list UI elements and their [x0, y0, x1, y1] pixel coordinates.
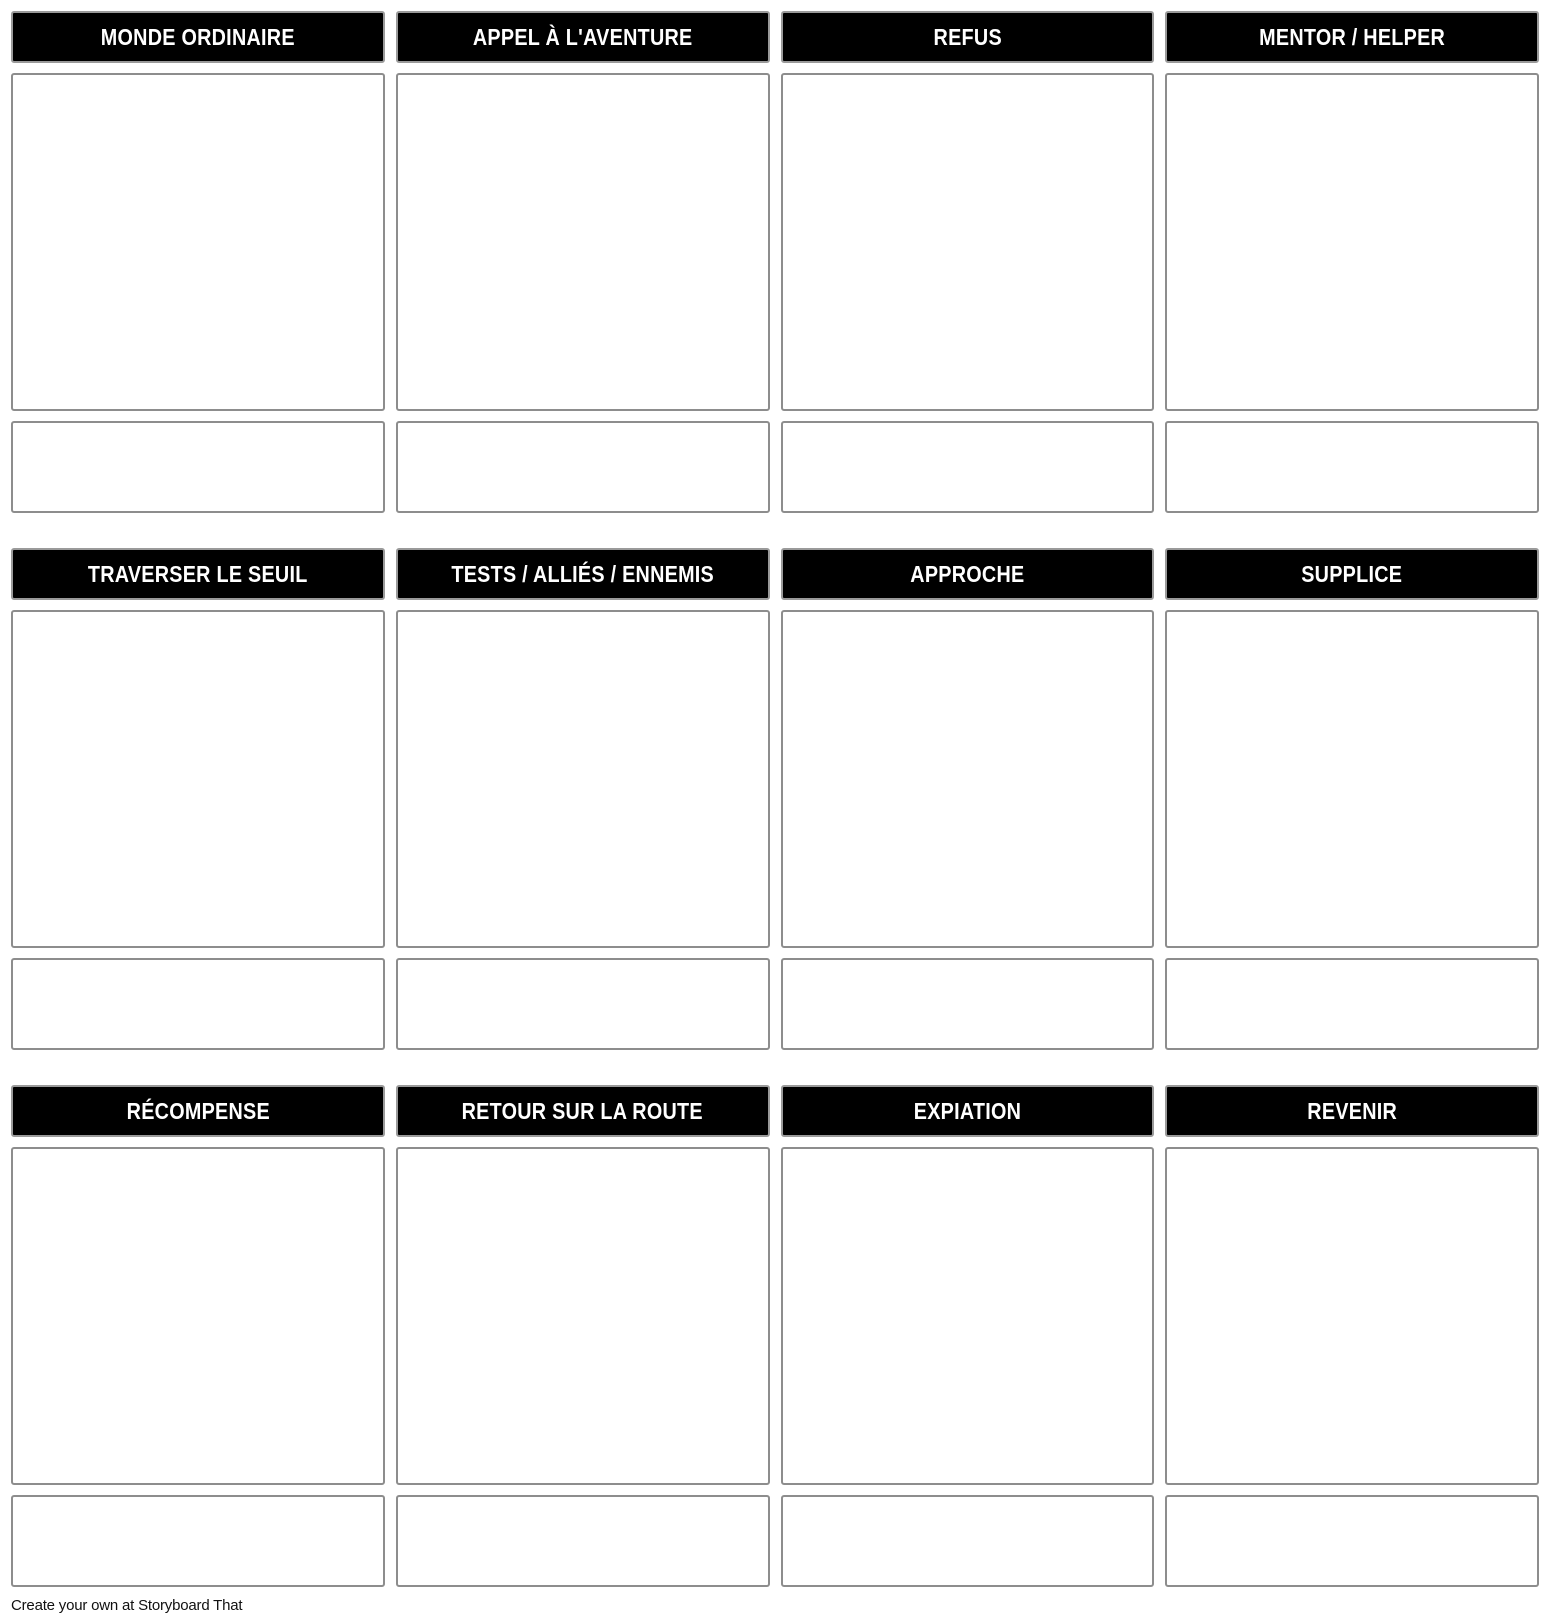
cell-title[interactable]	[781, 1085, 1155, 1137]
cell-image-area[interactable]	[396, 73, 770, 411]
cell-title[interactable]	[781, 11, 1155, 63]
storyboard-cell	[396, 11, 770, 513]
cell-title-label: RETOUR SUR LA ROUTE	[462, 1097, 704, 1124]
storyboard-cell	[11, 1085, 385, 1587]
storyboard-cell	[1165, 548, 1539, 1050]
cell-text-area[interactable]	[396, 421, 770, 513]
cell-title-label: TRAVERSER LE SEUIL	[88, 560, 308, 587]
storyboard-cell	[11, 11, 385, 513]
cell-title[interactable]	[1165, 1085, 1539, 1137]
cell-text-area[interactable]	[781, 421, 1155, 513]
storyboard-row-1	[11, 11, 1539, 513]
cell-title[interactable]	[11, 1085, 385, 1137]
cell-title[interactable]	[396, 548, 770, 600]
cell-title-label: REFUS	[933, 23, 1002, 50]
cell-image-area[interactable]	[396, 1147, 770, 1485]
cell-text-area[interactable]	[781, 1495, 1155, 1587]
storyboard-row-3	[11, 1085, 1539, 1587]
cell-title[interactable]	[396, 1085, 770, 1137]
cell-text-area[interactable]	[11, 958, 385, 1050]
cell-title[interactable]	[11, 548, 385, 600]
cell-title-label: TESTS / ALLIÉS / ENNEMIS	[451, 560, 714, 587]
cell-text-area[interactable]	[1165, 421, 1539, 513]
cell-title-label: MENTOR / HELPER	[1259, 23, 1446, 50]
cell-title-label: MONDE ORDINAIRE	[100, 23, 295, 50]
cell-title-label: APPROCHE	[910, 560, 1025, 587]
cell-image-area[interactable]	[781, 610, 1155, 948]
storyboard-cell	[1165, 11, 1539, 513]
storyboard-row-2	[11, 548, 1539, 1050]
storyboard-cell	[396, 1085, 770, 1587]
cell-image-area[interactable]	[11, 1147, 385, 1485]
storyboard-cell	[11, 548, 385, 1050]
cell-title[interactable]	[11, 11, 385, 63]
cell-title[interactable]	[396, 11, 770, 63]
storyboard-that-credit[interactable]: Create your own at Storyboard That	[11, 1597, 243, 1614]
cell-title-label: RÉCOMPENSE	[126, 1097, 270, 1124]
cell-text-area[interactable]	[1165, 1495, 1539, 1587]
cell-image-area[interactable]	[11, 610, 385, 948]
cell-text-area[interactable]	[11, 421, 385, 513]
cell-title-label: APPEL À L'AVENTURE	[472, 23, 693, 50]
cell-text-area[interactable]	[396, 1495, 770, 1587]
cell-title-label: REVENIR	[1307, 1097, 1397, 1124]
cell-image-area[interactable]	[396, 610, 770, 948]
storyboard-cell	[781, 548, 1155, 1050]
cell-image-area[interactable]	[11, 73, 385, 411]
cell-text-area[interactable]	[396, 958, 770, 1050]
cell-title[interactable]	[1165, 11, 1539, 63]
cell-text-area[interactable]	[781, 958, 1155, 1050]
storyboard-cell	[1165, 1085, 1539, 1587]
storyboard-cell	[781, 1085, 1155, 1587]
cell-title[interactable]	[781, 548, 1155, 600]
cell-text-area[interactable]	[1165, 958, 1539, 1050]
storyboard-cell	[781, 11, 1155, 513]
storyboard-cell	[396, 548, 770, 1050]
cell-image-area[interactable]	[1165, 73, 1539, 411]
cell-text-area[interactable]	[11, 1495, 385, 1587]
cell-image-area[interactable]	[1165, 610, 1539, 948]
cell-title[interactable]	[1165, 548, 1539, 600]
cell-title-label: EXPIATION	[913, 1097, 1022, 1124]
cell-image-area[interactable]	[1165, 1147, 1539, 1485]
cell-image-area[interactable]	[781, 1147, 1155, 1485]
cell-image-area[interactable]	[781, 73, 1155, 411]
cell-title-label: SUPPLICE	[1301, 560, 1403, 587]
storyboard-grid	[11, 11, 1539, 1587]
